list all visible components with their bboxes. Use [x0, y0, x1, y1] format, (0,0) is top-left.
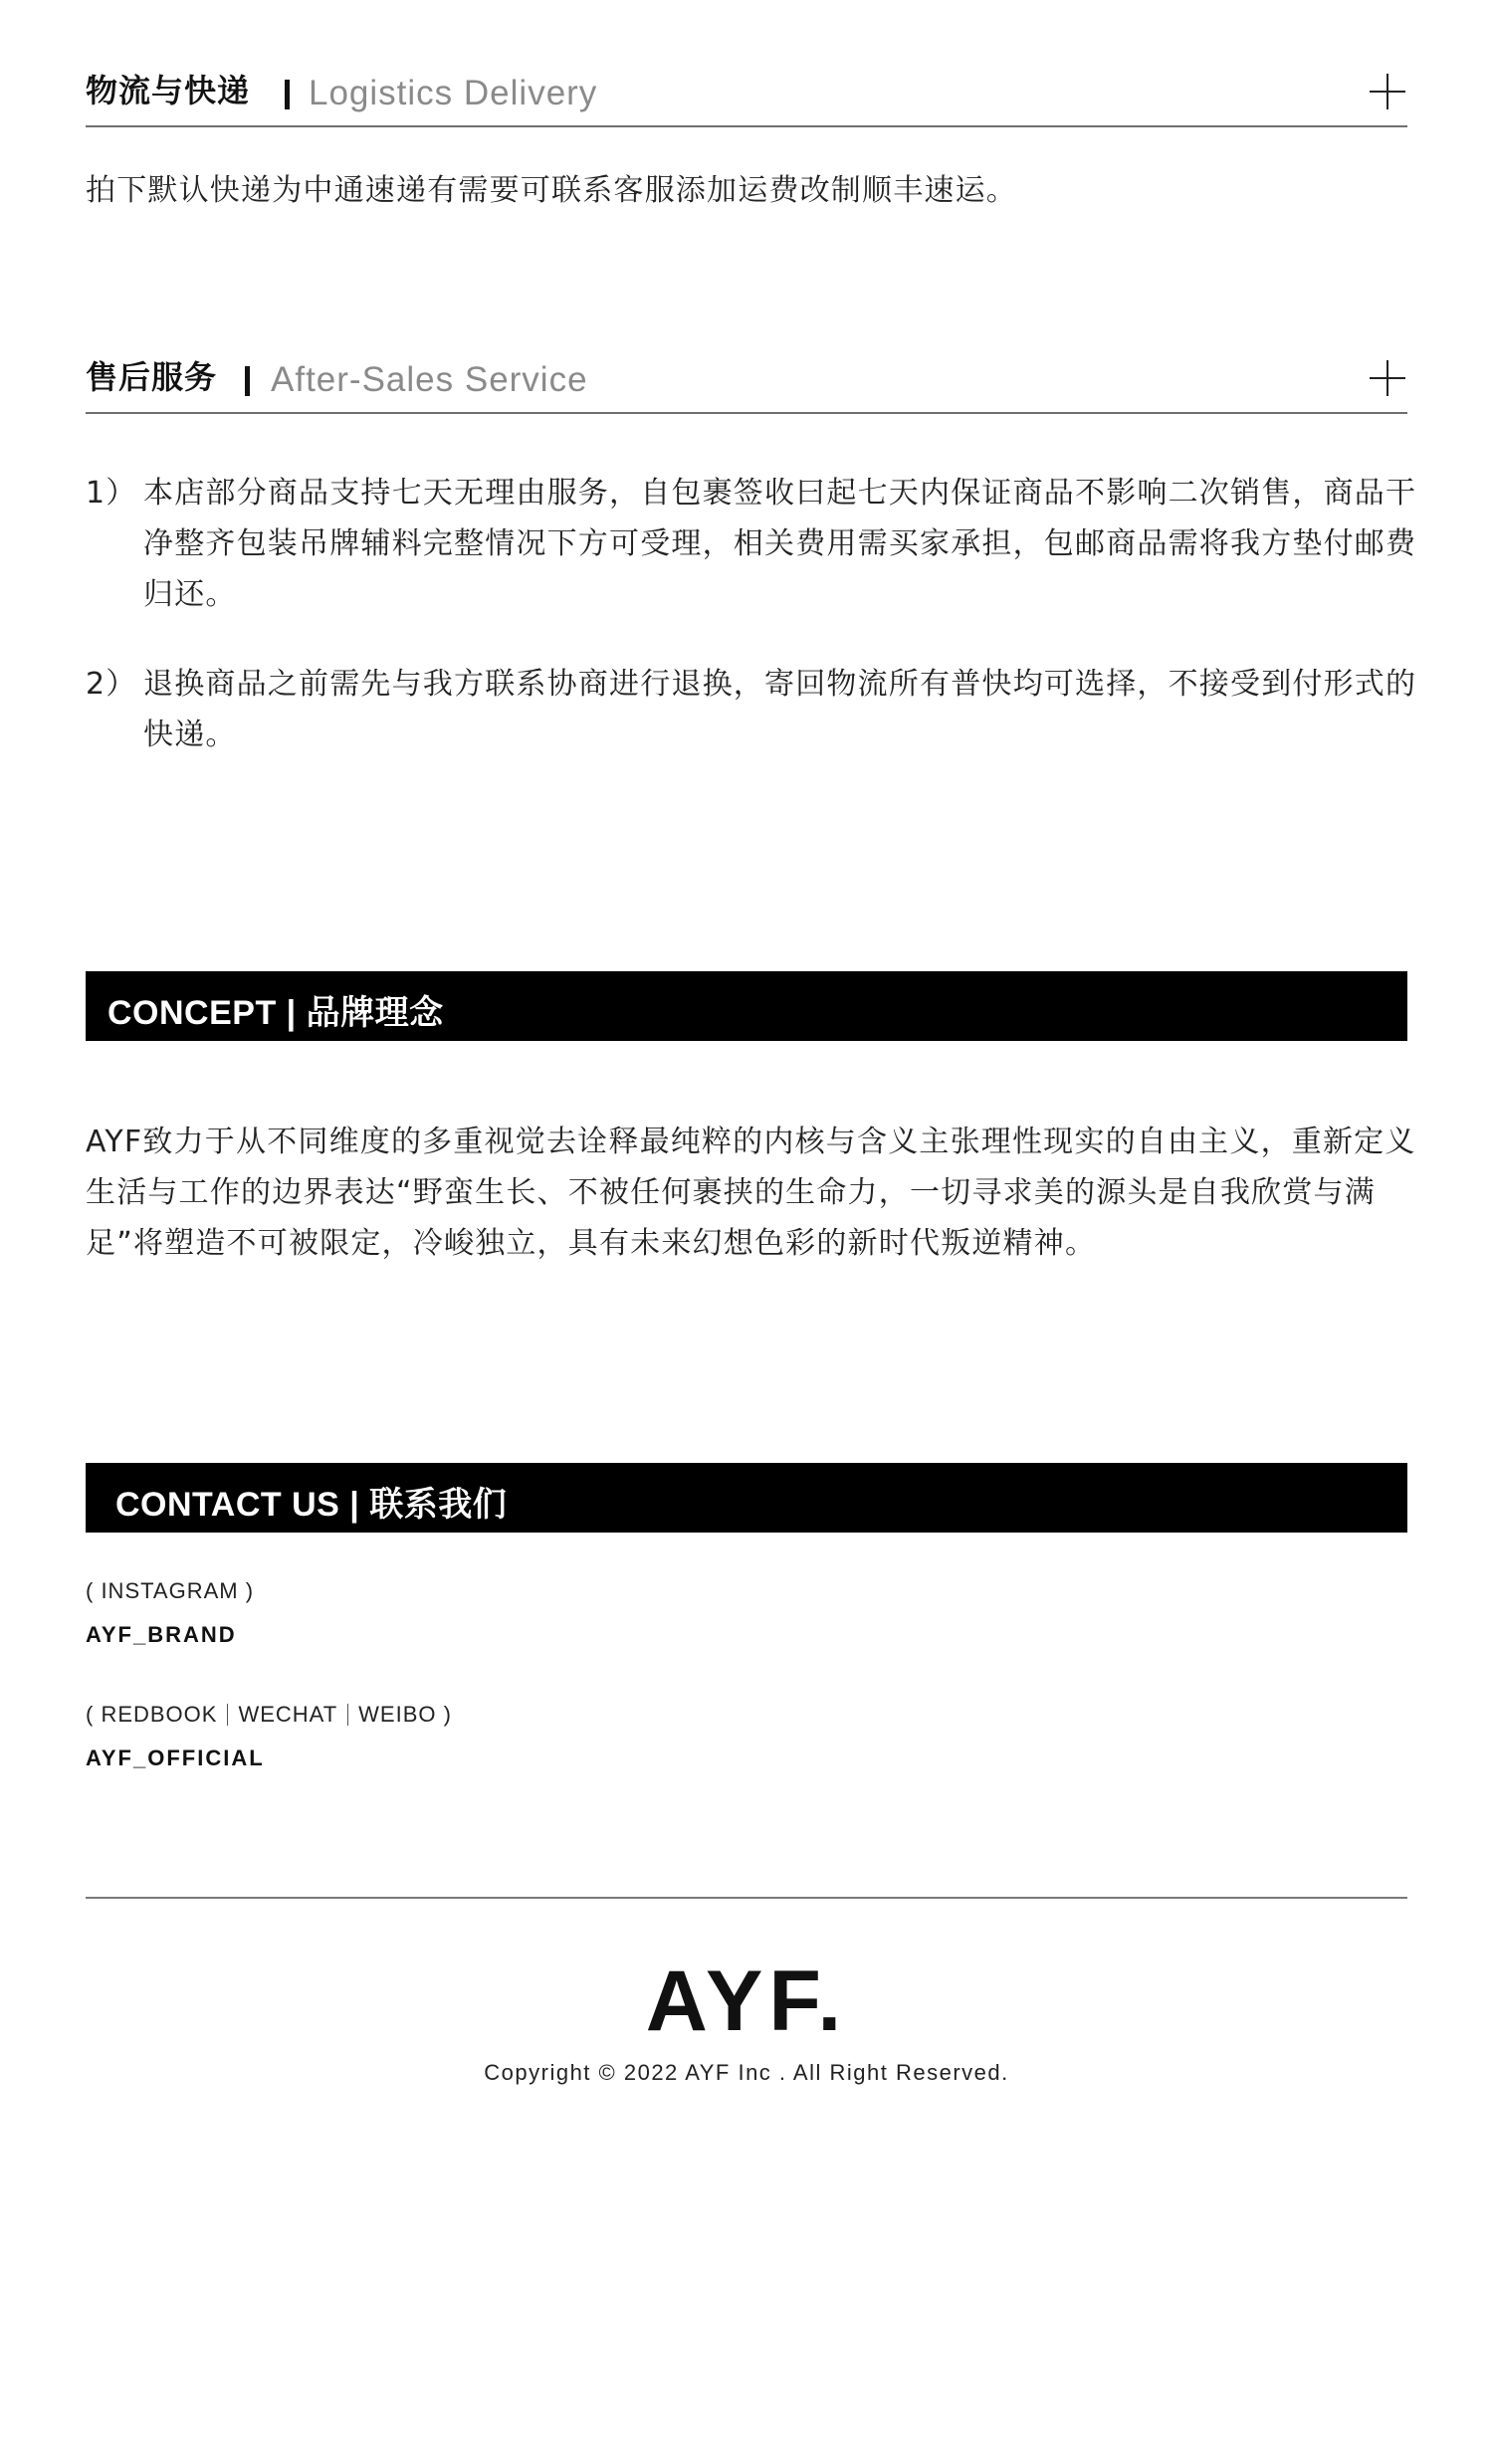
title-separator [285, 80, 290, 109]
concept-body: AYF致力于从不同维度的多重视觉去诠释最纯粹的内核与含义主张理性现实的自由主义，重新定义生活与工作的边界表达“野蛮生长、不被任何裹挟的生命力，一切寻求美的源头是自我欣赏与满足”将塑造不可被限定，冷峻独立，具有未来幻想色彩的新时代叛逆精神。 [86, 1125, 1416, 1261]
copyright-text: Copyright © 2022 AYF Inc . All Right Reserved. [484, 2060, 1009, 2085]
after-sales-title-en: After-Sales Service [271, 360, 588, 399]
expand-plus-icon[interactable] [1370, 74, 1405, 109]
instagram-handle[interactable]: AYF_BRAND [86, 1622, 237, 1647]
list-item-number: 1） [86, 476, 137, 511]
social-label-wechat: WECHAT [238, 1702, 338, 1727]
list-item-text: 本店部分商品支持七天无理由服务，自包裹签收曰起七天内保证商品不影响二次销售，商品干净整齐包装吊牌辅料完整情况下方可受理，相关费用需买家承担，包邮商品需将我方垫付邮费归还。 [143, 476, 1417, 612]
list-item [86, 468, 1419, 620]
footer-divider [86, 1897, 1407, 1899]
social-platforms-label [86, 1702, 452, 1728]
logistics-title-en: Logistics Delivery [309, 74, 598, 112]
pipe-divider [227, 1704, 228, 1726]
after-sales-header [86, 352, 1407, 414]
brand-logo: AYF. [645, 1953, 848, 2049]
logistics-header [86, 66, 1407, 127]
concept-banner [86, 971, 1407, 1041]
social-label-weibo: WEIBO ) [358, 1702, 452, 1727]
list-item-text: 退换商品之前需先与我方联系协商进行退换，寄回物流所有普快均可选择，不接受到付形式的快递。 [143, 667, 1417, 752]
instagram-label: ( INSTAGRAM ) [86, 1578, 255, 1603]
after-sales-title-zh: 售后服务 [86, 358, 218, 396]
contact-title: CONTACT US | 联系我们 [115, 1486, 508, 1524]
expand-plus-icon[interactable] [1370, 360, 1405, 396]
logistics-body: 拍下默认快递为中通速递有需要可联系客服添加运费改制顺丰速运。 [86, 173, 1017, 208]
pipe-divider [347, 1704, 348, 1726]
title-separator [245, 366, 250, 396]
list-item [86, 659, 1419, 760]
contact-banner [86, 1463, 1407, 1533]
concept-title: CONCEPT | 品牌理念 [107, 994, 444, 1032]
social-label-redbook: ( REDBOOK [86, 1702, 218, 1727]
official-handle[interactable]: AYF_OFFICIAL [86, 1745, 265, 1770]
logistics-title-zh: 物流与快递 [86, 72, 251, 109]
list-item-number: 2） [86, 667, 137, 702]
